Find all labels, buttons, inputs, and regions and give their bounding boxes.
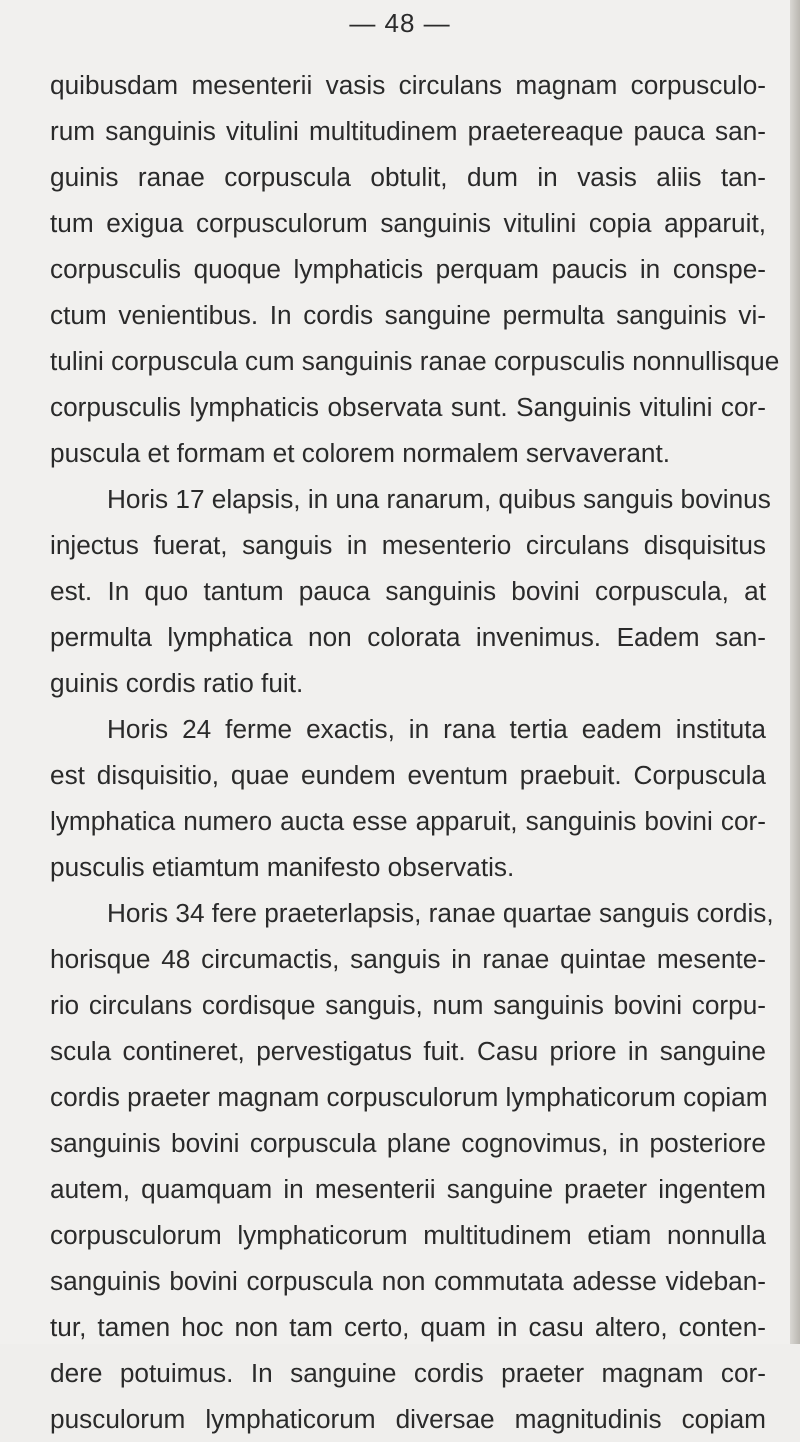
text-line: Horis 24 ferme exactis, in rana tertia eadem instituta [107,714,766,744]
text-line: quibusdam mesenterii vasis circulans magnam corpusculo- [50,70,766,100]
text-line: ctum venientibus. In cordis sanguine permulta sanguinis vi- [50,300,766,330]
text-line: sanguinis bovini corpuscula non commutata adesse videban- [50,1266,766,1296]
page-number-header: — 48 — [349,8,451,38]
text-line: rum sanguinis vitulini multitudinem praetereaque pauca san- [50,116,766,146]
text-line: lymphatica numero aucta esse apparuit, sanguinis bovini cor- [50,806,766,836]
text-line: Horis 17 elapsis, in una ranarum, quibus sanguis bovinus [107,484,771,514]
text-line: Horis 34 fere praeterlapsis, ranae quartae sanguis cordis, [107,898,774,928]
text-line: tur, tamen hoc non tam certo, quam in casu altero, conten- [50,1312,766,1342]
text-line: dere potuimus. In sanguine cordis praeter magnam cor- [50,1358,766,1388]
text-line: est. In quo tantum pauca sanguinis bovini corpuscula, at [50,576,766,606]
text-line: guinis ranae corpuscula obtulit, dum in vasis aliis tan- [50,162,766,192]
text-line: sanguinis bovini corpuscula plane cognovimus, in posteriore [50,1128,766,1158]
page-edge-shadow [790,0,800,1344]
text-line: rio circulans cordisque sanguis, num sanguinis bovini corpu- [50,990,766,1020]
text-line: guinis cordis ratio fuit. [50,668,304,698]
text-line: puscula et formam et colorem normalem servaverant. [50,438,671,468]
text-line: scula contineret, pervestigatus fuit. Casu priore in sanguine [50,1036,766,1066]
body-text [50,62,780,1442]
text-line: est disquisitio, quae eundem eventum praebuit. Corpuscula [50,760,766,790]
text-line: horisque 48 circumactis, sanguis in ranae quintae mesente- [50,944,766,974]
text-line: cordis praeter magnam corpusculorum lymphaticorum copiam [50,1082,768,1112]
text-line: corpusculis lymphaticis observata sunt. Sanguinis vitulini cor- [50,392,766,422]
text-line: tulini corpuscula cum sanguinis ranae corpusculis nonnullisque [50,346,780,376]
text-line: pusculis etiamtum manifesto observatis. [50,852,515,882]
text-line: corpusculorum lymphaticorum multitudinem etiam nonnulla [50,1220,766,1250]
text-line: permulta lymphatica non colorata invenimus. Eadem san- [50,622,766,652]
text-line: injectus fuerat, sanguis in mesenterio circulans disquisitus [50,530,766,560]
text-line: autem, quamquam in mesenterii sanguine praeter ingentem [50,1174,766,1204]
text-line: tum exigua corpusculorum sanguinis vitulini copia apparuit, [50,208,766,238]
text-line: corpusculis quoque lymphaticis perquam paucis in conspe- [50,254,766,284]
text-line: pusculorum lymphaticorum diversae magnitudinis copiam [50,1404,766,1434]
